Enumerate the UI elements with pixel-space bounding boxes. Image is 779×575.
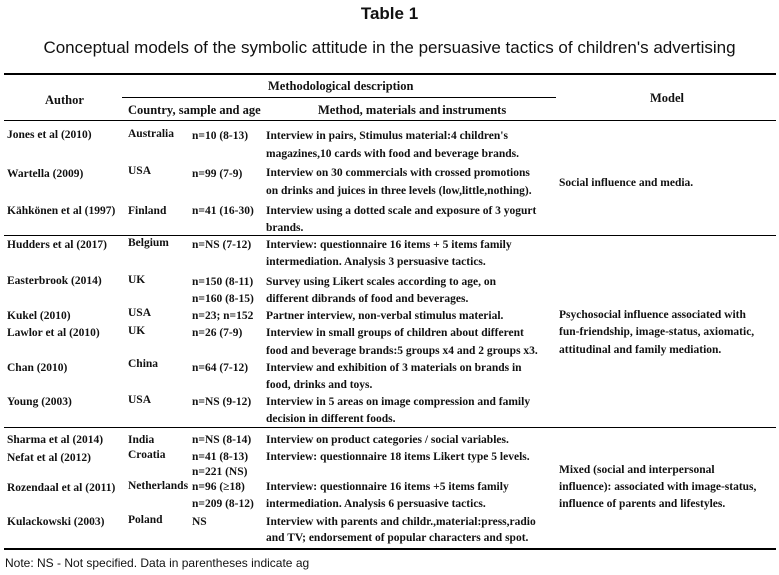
rule-top <box>4 73 776 75</box>
country-cell: India <box>128 434 155 446</box>
method-line: decision in different foods. <box>266 413 396 425</box>
sample-cell: NS <box>192 516 207 528</box>
method-line: Interview on 30 commercials with crossed promotions <box>266 167 530 179</box>
sample-cell: n=23; n=152 <box>192 310 254 322</box>
country-cell: USA <box>128 165 152 177</box>
author-cell: Chan (2010) <box>7 362 68 374</box>
method-line: and TV; endorsement of popular characters and spot. <box>266 532 529 544</box>
country-cell: Poland <box>128 514 163 526</box>
method-line: Partner interview, non-verbal stimulus material. <box>266 310 504 322</box>
method-line: food and beverage brands:5 groups x4 and 2 groups x3. <box>266 345 538 357</box>
country-cell: UK <box>128 274 146 286</box>
table-note: Note: NS - Not specified. Data in parentheses indicate ag <box>5 556 310 570</box>
method-line: intermediation. Analysis 3 persuasive tactics. <box>266 256 486 268</box>
method-line: on drinks and juices in three levels (low,little,nothing). <box>266 185 532 197</box>
model-line: attitudinal and family mediation. <box>559 344 722 356</box>
sample-cell: n=99 (7-9) <box>192 168 243 180</box>
sample-cell: n=64 (7-12) <box>192 362 249 374</box>
method-line: Interview in small groups of children about different <box>266 327 524 339</box>
rule-group2-bottom <box>4 427 776 428</box>
country-cell: Australia <box>128 128 174 140</box>
method-line: Interview: questionnaire 16 items + 5 items family <box>266 239 512 251</box>
rule-bottom <box>4 548 776 550</box>
sample-cell: n=41 (8-13) <box>192 451 249 463</box>
method-line: Interview: questionnaire 16 items +5 items family <box>266 481 509 493</box>
model-line: Mixed (social and interpersonal <box>559 464 715 476</box>
method-line: Interview in 5 areas on image compression and family <box>266 396 531 408</box>
author-cell: Kukel (2010) <box>7 310 71 322</box>
sample-cell: n=10 (8-13) <box>192 130 249 142</box>
header-model: Model <box>650 91 685 105</box>
country-cell: Netherlands <box>128 480 189 492</box>
author-cell: Lawlor et al (2010) <box>7 327 100 339</box>
method-line: intermediation. Analysis 6 persuasive tactics. <box>266 498 486 510</box>
country-cell: USA <box>128 307 152 319</box>
country-cell: Belgium <box>128 237 169 249</box>
country-cell: Finland <box>128 205 167 217</box>
method-line: food, drinks and toys. <box>266 379 373 391</box>
author-cell: Kulackowski (2003) <box>7 516 105 528</box>
method-line: Interview on product categories / social variables. <box>266 434 509 446</box>
method-line: Interview with parents and childr.,material:press,radio <box>266 516 536 528</box>
country-cell: UK <box>128 325 146 337</box>
method-line: Interview: questionnaire 18 items Likert type 5 levels. <box>266 451 530 463</box>
sample-cell: n=150 (8-11) <box>192 276 254 288</box>
method-line: different dibrands of food and beverages. <box>266 293 469 305</box>
rule-methodological <box>122 97 556 98</box>
sample-cell: n=221 (NS) <box>192 466 248 478</box>
sample-cell: n=96 (≥18) <box>192 481 245 493</box>
method-line: Interview using a dotted scale and exposure of 3 yogurt <box>266 205 537 217</box>
sample-cell: n=NS (9-12) <box>192 396 252 408</box>
author-cell: Jones et al (2010) <box>7 129 92 141</box>
sample-cell: n=209 (8-12) <box>192 498 254 510</box>
rule-group1-bottom <box>4 235 776 236</box>
sample-cell: n=NS (7-12) <box>192 239 252 251</box>
author-cell: Rozendaal et al (2011) <box>7 482 116 494</box>
sample-cell: n=160 (8-15) <box>192 293 254 305</box>
sample-cell: n=26 (7-9) <box>192 327 243 339</box>
header-methodological: Methodological description <box>268 79 414 93</box>
model-line: influence of parents and lifestyles. <box>559 498 726 510</box>
rule-header-bottom <box>4 120 776 121</box>
method-line: magazines,10 cards with food and beverage brands. <box>266 148 520 160</box>
author-cell: Young (2003) <box>7 396 72 408</box>
sample-cell: n=NS (8-14) <box>192 434 252 446</box>
author-cell: Easterbrook (2014) <box>7 275 102 287</box>
method-line: Interview and exhibition of 3 materials on brands in <box>266 362 522 374</box>
model-line: influence): associated with image-status, <box>559 481 757 493</box>
author-cell: Wartella (2009) <box>7 168 84 180</box>
method-line: Survey using Likert scales according to age, on <box>266 276 496 288</box>
header-method: Method, materials and instruments <box>318 103 507 117</box>
author-cell: Sharma et al (2014) <box>7 434 104 446</box>
country-cell: China <box>128 358 159 370</box>
method-line: brands. <box>266 222 304 234</box>
model-line: fun-friendship, image-status, axiomatic, <box>559 326 755 338</box>
sample-cell: n=41 (16-30) <box>192 205 254 217</box>
method-line: Interview in pairs, Stimulus material:4 children's <box>266 130 508 142</box>
model-line: Psychosocial influence associated with <box>559 309 746 321</box>
author-cell: Hudders et al (2017) <box>7 239 107 251</box>
country-cell: Croatia <box>128 449 166 461</box>
header-author: Author <box>45 93 84 107</box>
table-title: Conceptual models of the symbolic attitude in the persuasive tactics of children's advertising <box>43 38 736 57</box>
author-cell: Nefat et al (2012) <box>7 452 91 464</box>
model-line: Social influence and media. <box>559 177 694 189</box>
table-caption: Table 1 <box>360 4 419 23</box>
header-country: Country, sample and age <box>128 103 261 117</box>
author-cell: Kähkönen et al (1997) <box>7 205 116 217</box>
country-cell: USA <box>128 394 152 406</box>
